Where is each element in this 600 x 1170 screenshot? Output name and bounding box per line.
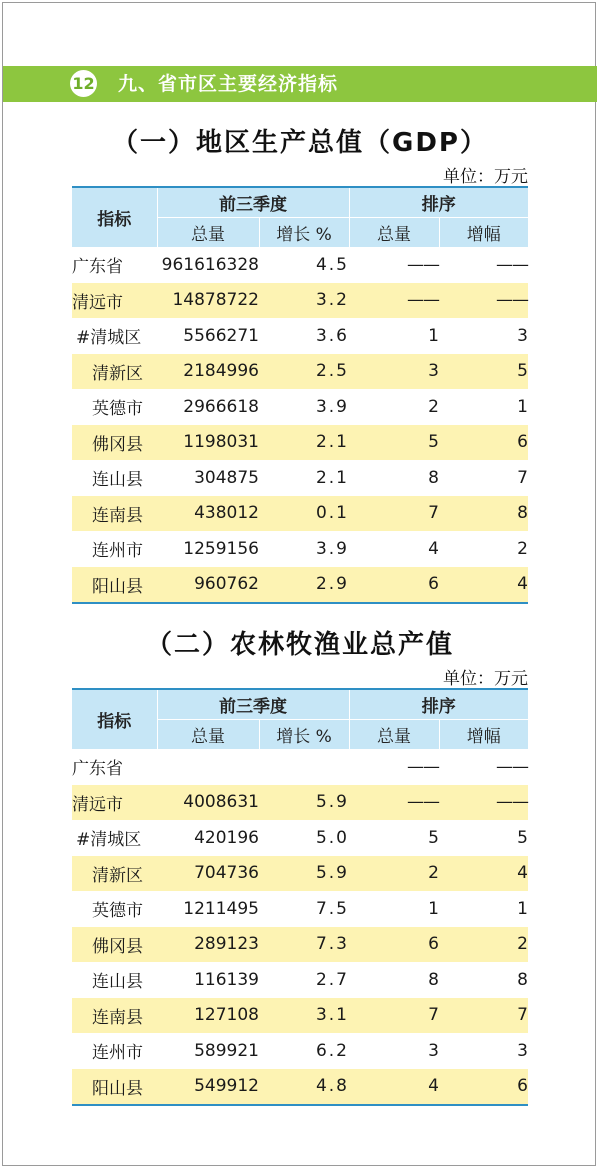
row-rank-total: —— (349, 283, 439, 319)
row-rank-growth: —— (439, 283, 528, 319)
row-total: 438012 (157, 496, 259, 532)
row-growth: 2.1 (259, 425, 349, 461)
header-rank-growth: 增幅 (439, 720, 528, 750)
row-rank-total: 8 (428, 969, 439, 990)
row-rank-growth: 8 (517, 969, 528, 990)
row-name: #清城区 (76, 328, 142, 349)
row-rank-growth: 7 (517, 467, 528, 488)
row-name: 连南县 (72, 496, 157, 532)
row-growth: 3.1 (259, 998, 349, 1034)
table-row (72, 354, 528, 390)
row-growth: 2.7 (315, 969, 349, 990)
row-growth: 6.2 (315, 1040, 349, 1061)
row-total: 14878722 (157, 283, 259, 319)
row-total: 1259156 (183, 538, 259, 559)
row-name: 广东省 (72, 759, 123, 780)
row-rank-growth: 4 (439, 567, 528, 604)
header-rank-growth: 增幅 (439, 218, 528, 248)
row-growth: 3.9 (315, 538, 349, 559)
table-row (72, 247, 528, 283)
row-growth: 2.1 (315, 467, 349, 488)
row-name: 广东省 (72, 257, 123, 278)
row-rank-growth: —— (496, 756, 528, 777)
row-rank-growth: 2 (439, 927, 528, 963)
row-name: 佛冈县 (72, 425, 157, 461)
row-rank-total: 3 (349, 354, 439, 390)
row-rank-growth: 1 (517, 396, 528, 417)
row-total: 1198031 (157, 425, 259, 461)
row-rank-growth: 1 (517, 898, 528, 919)
agriculture-table (72, 688, 528, 1106)
row-rank-total: 5 (349, 425, 439, 461)
row-name: 连山县 (92, 470, 143, 491)
header-rank-total: 总量 (349, 720, 439, 750)
table-row (72, 749, 528, 785)
row-total: 2184996 (157, 354, 259, 390)
table-row (72, 1069, 528, 1106)
header-growth: 增长 % (259, 218, 349, 248)
header-ranking: 排序 (349, 689, 528, 720)
row-rank-total: —— (407, 756, 439, 777)
row-growth: 3.2 (259, 283, 349, 319)
row-rank-growth: —— (439, 785, 528, 821)
row-rank-growth: 5 (439, 354, 528, 390)
row-name: 清远市 (72, 283, 157, 319)
row-growth: 4.8 (259, 1069, 349, 1106)
row-name: 连州市 (92, 1043, 143, 1064)
row-rank-total: —— (407, 254, 439, 275)
header-ranking: 排序 (349, 187, 528, 218)
table-row (72, 567, 528, 604)
row-rank-total: 7 (349, 998, 439, 1034)
table-row (72, 531, 528, 567)
row-total: 116139 (194, 969, 259, 990)
row-growth: 4.5 (315, 254, 349, 275)
row-name: 英德市 (92, 399, 143, 420)
row-name: 连山县 (92, 972, 143, 993)
row-total (157, 749, 259, 785)
row-name: 英德市 (92, 901, 143, 922)
row-rank-growth: 7 (439, 998, 528, 1034)
table-row (72, 496, 528, 532)
row-rank-total: 3 (428, 1040, 439, 1061)
row-name: 清新区 (72, 856, 157, 892)
header-total: 总量 (157, 720, 259, 750)
row-rank-growth: 2 (517, 538, 528, 559)
row-rank-total: 6 (349, 567, 439, 604)
table-row (72, 891, 528, 927)
row-growth: 7.3 (259, 927, 349, 963)
row-total: 289123 (157, 927, 259, 963)
row-rank-total: 5 (428, 827, 439, 848)
row-name: 连州市 (92, 541, 143, 562)
row-growth: 5.9 (259, 785, 349, 821)
row-name: 清远市 (72, 785, 157, 821)
row-rank-total: 8 (428, 467, 439, 488)
page-number-badge: 12 (70, 70, 97, 97)
row-rank-total: 4 (428, 538, 439, 559)
row-total: 704736 (157, 856, 259, 892)
row-rank-growth: 3 (517, 1040, 528, 1061)
chapter-title: 九、省市区主要经济指标 (118, 73, 339, 95)
gdp-table (72, 186, 528, 604)
header-rank-total: 总量 (349, 218, 439, 248)
row-rank-total: 2 (428, 396, 439, 417)
row-rank-growth: 8 (439, 496, 528, 532)
row-rank-total: 4 (349, 1069, 439, 1106)
row-total: 2966618 (183, 396, 259, 417)
table-row (72, 785, 528, 821)
row-rank-growth: 3 (517, 325, 528, 346)
header-growth: 增长 % (259, 720, 349, 750)
row-total: 589921 (194, 1040, 259, 1061)
table-row (72, 856, 528, 892)
table-row (72, 389, 528, 425)
row-rank-total: —— (349, 785, 439, 821)
row-rank-growth: 6 (439, 1069, 528, 1106)
row-growth: 5.0 (315, 827, 349, 848)
row-growth: 3.9 (315, 396, 349, 417)
table-row (72, 283, 528, 319)
header-period: 前三季度 (157, 689, 349, 720)
table-row (72, 425, 528, 461)
row-growth: 2.5 (259, 354, 349, 390)
row-name: 阳山县 (72, 567, 157, 604)
table-row (72, 927, 528, 963)
row-rank-growth: 6 (439, 425, 528, 461)
table-row (72, 460, 528, 496)
row-name: 清新区 (72, 354, 157, 390)
row-name: 佛冈县 (72, 927, 157, 963)
table-row (72, 962, 528, 998)
row-total: 420196 (194, 827, 259, 848)
section-title-gdp: （一）地区生产总值（GDP） (112, 128, 488, 158)
row-growth (259, 749, 349, 785)
row-total: 304875 (194, 467, 259, 488)
row-rank-growth: —— (496, 254, 528, 275)
table-row (72, 820, 528, 856)
row-total: 4008631 (157, 785, 259, 821)
row-total: 127108 (157, 998, 259, 1034)
row-total: 5566271 (183, 325, 259, 346)
row-total: 1211495 (183, 898, 259, 919)
table-row (72, 1033, 528, 1069)
row-rank-growth: 5 (517, 827, 528, 848)
row-rank-total: 7 (349, 496, 439, 532)
table-row (72, 998, 528, 1034)
row-name: 阳山县 (72, 1069, 157, 1106)
row-total: 549912 (157, 1069, 259, 1106)
row-growth: 3.6 (315, 325, 349, 346)
row-rank-total: 2 (349, 856, 439, 892)
section-title-agriculture: （二）农林牧渔业总产值 (145, 630, 454, 660)
row-name: #清城区 (76, 830, 142, 851)
row-growth: 2.9 (259, 567, 349, 604)
header-period: 前三季度 (157, 187, 349, 218)
row-total: 960762 (157, 567, 259, 604)
row-rank-growth: 4 (439, 856, 528, 892)
row-growth: 5.9 (259, 856, 349, 892)
header-indicator: 指标 (72, 689, 157, 749)
row-total: 961616328 (161, 254, 259, 275)
row-rank-total: 1 (428, 898, 439, 919)
row-growth: 7.5 (315, 898, 349, 919)
row-growth: 0.1 (259, 496, 349, 532)
table-row (72, 318, 528, 354)
unit-label-agriculture: 单位：万元 (443, 669, 528, 689)
unit-label-gdp: 单位：万元 (443, 167, 528, 187)
header-total: 总量 (157, 218, 259, 248)
header-indicator: 指标 (72, 187, 157, 247)
row-rank-total: 1 (428, 325, 439, 346)
row-name: 连南县 (72, 998, 157, 1034)
row-rank-total: 6 (349, 927, 439, 963)
